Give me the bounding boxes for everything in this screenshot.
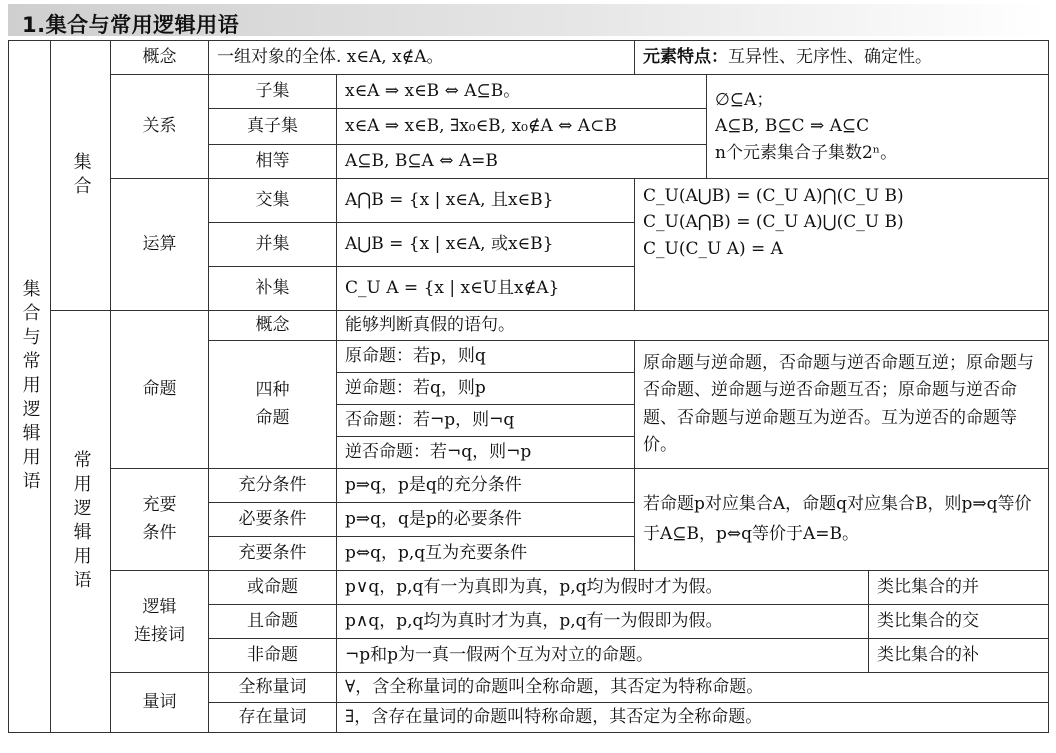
relations-label: 关系 xyxy=(111,75,209,179)
conditions-label-line: 充要 xyxy=(142,495,177,516)
four-proposition-item: 逆否命题：若¬q，则¬p xyxy=(337,437,635,469)
operation-name: 补集 xyxy=(209,267,337,311)
section-logic: 常用逻辑用语 xyxy=(51,311,111,733)
connective-text: p∧q，p,q均为真时才为真，p,q有一为假即为假。 xyxy=(337,605,869,639)
quantifier-text: ∀，含全称量词的命题叫全称命题，其否定为特称命题。 xyxy=(337,673,1049,703)
relations-notes xyxy=(707,75,1049,179)
feature-label: 元素特点： xyxy=(643,47,728,68)
condition-name: 必要条件 xyxy=(209,503,337,537)
quantifier-text: ∃，含存在量词的命题叫特称命题，其否定为全称命题。 xyxy=(337,703,1049,733)
page-title: 1.集合与常用逻辑用语 xyxy=(22,13,240,37)
connective-text: p∨q，p,q有一为真即为真，p,q均为假时才为假。 xyxy=(337,571,869,605)
operations-note: C_U(C_U A) = A xyxy=(643,238,783,259)
row-sufficient xyxy=(9,469,1049,503)
section-sets: 集合 xyxy=(51,41,111,311)
title-bar xyxy=(8,4,1048,36)
operation-name: 交集 xyxy=(209,179,337,223)
conditions-label xyxy=(111,469,209,571)
operation-formula: C_U A = {x | x∈U且x∉A} xyxy=(337,267,635,311)
operations-note: C_U(A⋃B) = (C_U A)⋂(C_U B) xyxy=(643,186,904,206)
row-proposition-concept xyxy=(9,311,1049,341)
relations-note: ∅⊆A； xyxy=(715,89,774,110)
connectives-label xyxy=(111,571,209,673)
top-group-label: 集合与常用逻辑用语 xyxy=(9,41,51,733)
four-propositions-label xyxy=(209,341,337,469)
condition-name: 充要条件 xyxy=(209,537,337,571)
four-proposition-item: 否命题：若¬p，则¬q xyxy=(337,405,635,437)
set-concept-definition: 一组对象的全体. x∈A, x∉A。 xyxy=(209,41,635,75)
four-label-line: 命题 xyxy=(255,407,290,428)
row-subset xyxy=(9,75,1049,109)
row-universal xyxy=(9,673,1049,703)
connective-text: ¬p和p为一真一假两个互为对立的命题。 xyxy=(337,639,869,673)
quantifiers-label: 量词 xyxy=(111,673,209,733)
connective-name: 且命题 xyxy=(209,605,337,639)
condition-name: 充分条件 xyxy=(209,469,337,503)
row-set-concept xyxy=(9,41,1049,75)
relation-formula: A⊆B, B⊆A ⇔ A=B xyxy=(337,145,707,179)
connective-analog: 类比集合的交 xyxy=(869,605,1049,639)
relation-name: 子集 xyxy=(209,75,337,109)
condition-text: p⇒q，q是p的必要条件 xyxy=(337,503,635,537)
operations-label: 运算 xyxy=(111,179,209,311)
connective-analog: 类比集合的并 xyxy=(869,571,1049,605)
quantifier-name: 存在量词 xyxy=(209,703,337,733)
connectives-label-line: 连接词 xyxy=(134,624,185,645)
proposition-concept-label: 概念 xyxy=(209,311,337,341)
proposition-label: 命题 xyxy=(111,311,209,469)
four-proposition-item: 逆命题：若q，则p xyxy=(337,373,635,405)
row-intersection xyxy=(9,179,1049,223)
operations-notes xyxy=(635,179,1049,311)
relations-note: A⊆B, B⊆C ⇒ A⊆C xyxy=(715,116,870,137)
relations-note: n个元素集合子集数2ⁿ。 xyxy=(715,142,898,163)
connectives-label-line: 逻辑 xyxy=(142,597,177,618)
operation-name: 并集 xyxy=(209,223,337,267)
relation-formula: x∈A ⇒ x∈B ⇔ A⊆B。 xyxy=(337,75,707,109)
condition-text: p⇒q，p是q的充分条件 xyxy=(337,469,635,503)
relation-formula: x∈A ⇒ x∈B, ∃x₀∈B, x₀∉A ⇔ A⊂B xyxy=(337,109,707,145)
connective-name: 或命题 xyxy=(209,571,337,605)
operation-formula: A⋂B = {x | x∈A, 且x∈B} xyxy=(337,179,635,223)
operation-formula: A⋃B = {x | x∈A, 或x∈B} xyxy=(337,223,635,267)
four-label-line: 四种 xyxy=(255,380,290,401)
feature-text: 互异性、无序性、确定性。 xyxy=(728,47,932,68)
connective-name: 非命题 xyxy=(209,639,337,673)
four-propositions-note: 原命题与逆命题，否命题与逆否命题互逆；原命题与否命题、逆命题与逆否命题互否；原命题与逆否命题、否命题与逆命题互为逆否。互为逆否的命题等价。 xyxy=(635,341,1049,469)
condition-text: p⇔q，p,q互为充要条件 xyxy=(337,537,635,571)
conditions-note: 若命题p对应集合A，命题q对应集合B，则p⇒q等价于A⊆B，p⇔q等价于A=B。 xyxy=(635,469,1049,571)
proposition-concept-text: 能够判断真假的语句。 xyxy=(337,311,1049,341)
four-proposition-item: 原命题：若p，则q xyxy=(337,341,635,373)
operations-note: C_U(A⋂B) = (C_U A)⋃(C_U B) xyxy=(643,212,904,233)
connective-analog: 类比集合的补 xyxy=(869,639,1049,673)
conditions-label-line: 条件 xyxy=(142,522,177,543)
set-element-feature xyxy=(635,41,1049,75)
quantifier-name: 全称量词 xyxy=(209,673,337,703)
summary-table xyxy=(8,40,1049,733)
row-or xyxy=(9,571,1049,605)
set-concept-label: 概念 xyxy=(111,41,209,75)
relation-name: 相等 xyxy=(209,145,337,179)
relation-name: 真子集 xyxy=(209,109,337,145)
